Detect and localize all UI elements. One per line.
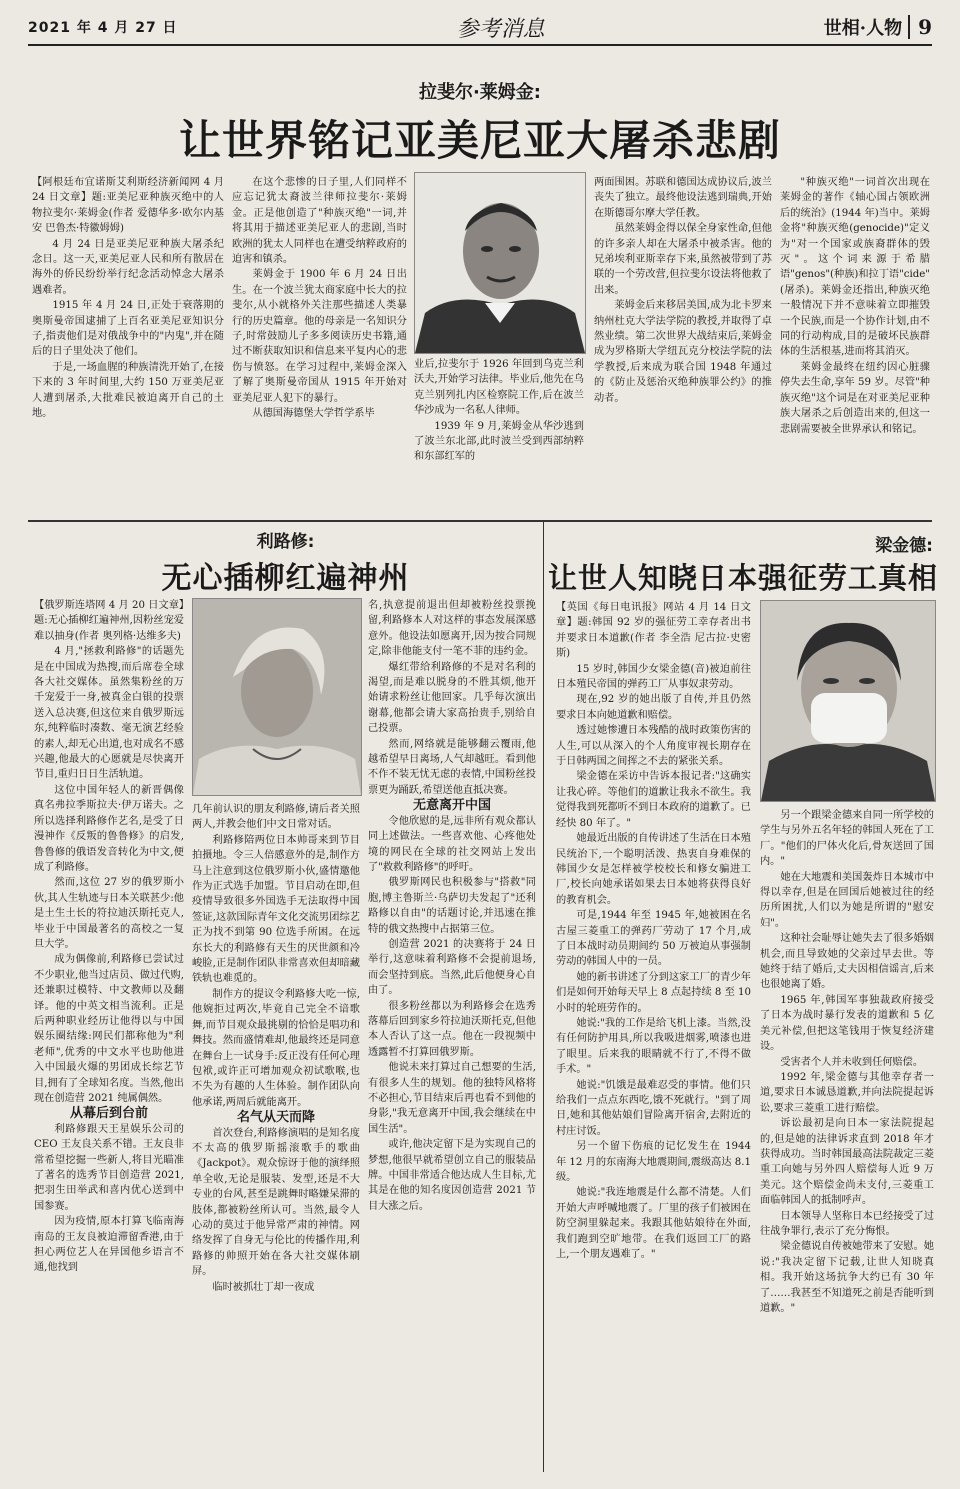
lead-kicker: 拉斐尔·莱姆金: bbox=[418, 82, 542, 103]
section-label-group bbox=[824, 14, 932, 40]
left-kicker: 利路修: bbox=[256, 532, 315, 552]
right-paragraph: 1992 年,梁金德与其他幸存者一道,要求日本诚恳道歉,并向法院提起诉讼,要求三菱重工进行赔偿。 bbox=[760, 1071, 934, 1114]
left-paragraph: 首次登台,利路修演唱的是知名度不太高的俄罗斯摇滚歌手的歌曲《Jackpot》。观众惊讶于他的演绎照单全收,无论是服装、发型,还是不大专业的台风,甚至是跳舞时略嫌呆滞的肢体,都被粉丝所认可。当然,最令人心动的莫过于他异常严肃的神情。网络发挥了自身无与伦比的传播作用,利路修的帅照开始在各大社交媒体刷屏。 bbox=[192, 1127, 360, 1278]
lead-column-2 bbox=[232, 175, 407, 515]
right-paragraph: 透过她惨遭日本残酷的战时政策伤害的人生,可以从深入的个人角度审视长期存在于日韩两国之间挥之不去的紧张关系。 bbox=[556, 725, 751, 768]
right-paragraph: 诉讼最初是向日本一家法院提起的,但是她的法律诉求直到 2018 年才获得成功。当时韩国最高法院裁定三菱重工向她与另外四人赔偿每人近 9 万美元。这个赔偿金尚未支付,三菱重工面临韩国人的抵制呼声。 bbox=[760, 1118, 934, 1207]
lead-column-4 bbox=[594, 175, 772, 515]
lead-paragraph: 1915 年 4 月 24 日,正处于衰落期的奥斯曼帝国逮捕了上百名亚美尼亚知识分子,指责他们是对俄战争中的"内鬼",并在随后的日子里处决了他们。 bbox=[32, 300, 224, 358]
left-paragraph: 成为偶像前,利路修已尝试过不少职业,他当过店员、做过代购,还兼职过模特、中文教师以及翻译。他的中英文相当流利。正是后两种职业经历让他得以与中国娱乐圈结缘:网民们都称他为"利老师",优秀的中文水平也助他进入中国最火爆的男团成长综艺节目,拥有了全球知名度。当然,他出现在创造营 2021 纯属偶然。 bbox=[34, 954, 184, 1104]
left-paragraph: 很多粉丝都以为利路修会在选秀落幕后回到家乡符拉迪沃斯托克,但他本人否认了这一点。他在一段视频中透露暂不打算回俄罗斯。 bbox=[368, 1000, 536, 1058]
right-paragraph: 她最近出版的自传讲述了生活在日本殖民统治下,一个聪明活泼、热衷自身难保的韩国少女是怎样被学校校长和修女骗进工厂,校长向她承诺如果去日本她将获得良好的教育机会。 bbox=[556, 833, 751, 906]
lilu-xiu-image bbox=[193, 599, 361, 795]
right-column-2 bbox=[760, 808, 934, 1480]
lilu-xiu-photo bbox=[192, 598, 362, 796]
lead-paragraph: 1939 年 9 月,莱姆金从华沙逃到了波兰东北部,此时波兰受到西部纳粹和东部红军的 bbox=[414, 420, 584, 463]
right-headline: 让世人知晓日本强征劳工真相 bbox=[548, 561, 939, 595]
left-paragraph: 爆红带给利路修的不是对名利的渴望,而是难以脱身的不胜其烦,他开始请求粉丝让他回家。几乎每次演出谢幕,他都会请大家高抬贵手,别给自己投票。 bbox=[368, 661, 536, 735]
lead-paragraph: 莱姆金于 1900 年 6 月 24 日出生。在一个波兰犹太商家庭中长大的拉斐尔,从小就格外关注那些描述人类暴行的历史篇章。他的母亲是一名知识分子,时常鼓励儿子多多阅读历史书籍,通过不断获取知识和信息来平复内心的悲伤与愤怒。在学习过程中,莱姆金深入了解了奥斯曼帝国从 1915 年开始对亚美尼亚人犯下的暴行。 bbox=[232, 269, 407, 404]
lead-paragraph: 于是,一场血腥的种族清洗开始了,在接下来的 3 年时间里,大约 150 万亚美尼亚人遭到屠杀,大批难民被迫离开自己的土地。 bbox=[32, 361, 224, 420]
lead-dateline: 【阿根廷布宜诺斯艾利斯经济新闻网 4 月 24 日文章】题:亚美尼亚种族灭绝中的人物拉斐尔·莱姆金(作者 爱德华多·欧尔内基安 巴鲁杰·特徽姆姆) bbox=[32, 177, 224, 235]
right-paragraph: 另一个跟梁金德来自同一所学校的学生与另外五名年轻的韩国人死在了工厂。"他们的尸体火化后,骨灰送回了国内。" bbox=[760, 810, 934, 868]
masthead-logo: 参考消息 bbox=[456, 16, 545, 42]
right-paragraph: 另一个留下伤痕的记忆发生在 1944 年 12 月的东南海大地震期间,震级高达 8.1 级。 bbox=[556, 1141, 751, 1184]
lead-column-3 bbox=[414, 357, 584, 515]
lead-column-5 bbox=[780, 175, 930, 515]
lead-paragraph: 两面围困。苏联和德国达成协议后,波兰丧失了独立。最终他设法逃到瑞典,开始在斯德哥尔摩大学任教。 bbox=[594, 177, 772, 219]
left-paragraph: 制作方的提议令利路修大吃一惊,他婉拒过两次,毕竟自己完全不谙歌舞,而节目观众最挑剔的恰恰是唱功和舞技。然而盛情难却,他最终还是同意在舞台上一试身手:反正没有任何心理包袱,或许正可增加观众初试歌喉,也不失为有趣的人生体验。制作团队向他承诺,两周后就能离开。 bbox=[192, 988, 360, 1108]
lead-column-1 bbox=[32, 175, 224, 515]
left-dateline: 【俄罗斯连塔网 4 月 20 日文章】题:无心插柳红遍神州,因粉丝宠爱难以抽身(作者 奥列格·达维多夫) bbox=[34, 600, 184, 642]
lemkin-portrait-image bbox=[415, 173, 585, 353]
left-paragraph: 临时被抓壮丁却一夜成 bbox=[212, 1281, 315, 1293]
right-paragraph: 梁金德在采访中告诉本报记者:"这确实让我心碎。等他们的道歉让我永不欲生。我觉得我到死都听不到日本政府的道歉了。已经快 80 年了。" bbox=[556, 771, 751, 829]
left-paragraph: 这位中国年轻人的新晋偶像真名弗拉季斯拉夫·伊万诺夫。之所以选择利路修作艺名,是受了日漫神作《反叛的鲁鲁修》的启发,鲁鲁修的俄语发音转化为中文,便成了利路修。 bbox=[34, 784, 184, 873]
yang-geum-deok-photo bbox=[760, 600, 936, 802]
lead-paragraph: 莱姆金最终在纽约因心脏骤停失去生命,享年 59 岁。尽管"种族灭绝"这个词是在对亚美尼亚种族大屠杀之后创造出来的,但这一悲剧需要被全世界承认和铭记。 bbox=[780, 361, 930, 435]
left-paragraph: 因为疫情,原本打算飞临南海南岛的王友良被迫滞留香港,由于担心两位艺人在异国他乡语言不通,他找到 bbox=[34, 1216, 184, 1274]
left-subheading-3: 无意离开中国 bbox=[412, 798, 491, 814]
section-divider bbox=[28, 520, 932, 522]
right-paragraph: 她在大地震和美国轰炸日本城市中得以幸存,但是在回国后她被过往的经历所困扰,人们以为她是所谓的"慰安妇"。 bbox=[760, 871, 934, 929]
lead-paragraph: 从德国海德堡大学哲学系毕 bbox=[252, 408, 375, 420]
yang-geum-deok-image bbox=[761, 601, 935, 801]
page-header bbox=[28, 10, 932, 46]
right-kicker: 梁金德: bbox=[875, 536, 933, 556]
left-column-2 bbox=[192, 802, 360, 1482]
right-paragraph: 受害者个人并未收到任何赔偿。 bbox=[780, 1056, 924, 1068]
right-paragraph: 日本领导人坚称日本已经接受了过往战争罪行,表示了充分悔恨。 bbox=[760, 1210, 934, 1237]
right-paragraph: 15 岁时,韩国少女梁金德(音)被迫前往日本殖民帝国的弹药工厂从事奴隶劳动。 bbox=[556, 663, 751, 691]
left-subheading-1: 从幕后到台前 bbox=[69, 1106, 148, 1122]
lead-paragraph: 在这个悲惨的日子里,人们同样不应忘记犹太裔波兰律师拉斐尔·莱姆金。正是他创造了"种族灭绝"一词,并将其用于描述亚美尼亚人的悲剧,当时欧洲的犹太人同样也在遭受纳粹政府的迫害和镇杀。 bbox=[232, 177, 407, 266]
right-paragraph: 这种社会耻辱让她失去了很多婚姻机会,而且导致她的父亲过早去世。等她终于结了婚后,丈夫因相信谣言,后来也很她离了婚。 bbox=[760, 933, 934, 991]
right-paragraph: 梁金德说自传被她带来了安慰。她说:"我决定留下记载,让世人知晓真相。我开始这场抗争大约已有 30 年了……我甚至不知道死之前是否能听到道歉。" bbox=[760, 1241, 934, 1314]
right-paragraph: 1965 年,韩国军事独裁政府接受了日本为战时暴行发表的道歉和 5 亿美元补偿,但把这笔钱用于恢复经济建设。 bbox=[760, 994, 934, 1053]
right-paragraph: 她的新书讲述了分到这家工厂的青少年们是如何开始每天早上 8 点起持续 8 至 10 小时的轮班劳作的。 bbox=[556, 971, 751, 1014]
right-paragraph: 她说:"我的工作是给飞机上漆。当然,没有任何防护用具,所以我吸进烟雾,喷漆也进了眼里。后来我的眼睛就不行了,不得不做手术。" bbox=[556, 1017, 751, 1076]
left-paragraph: 他说未来打算过自己想要的生活,有很多人生的规划。他的独特风格将不必担心,节目结束后再也看不到他的身影,"我无意离开中国,我会继续在中国生活"。 bbox=[368, 1062, 536, 1135]
left-paragraph: 名,执意提前退出但却被粉丝投票挽留,利路修本人对这样的事态发展深感意外。他设法如愿离开,因为按合同规定,除非他能支付一笔不菲的违约金。 bbox=[368, 600, 536, 658]
left-paragraph: 利路修陪两位日本帅哥来到节目拍摄地。令三人倍感意外的是,制作方马上注意到这位俄罗斯小伙,盛情邀他作为正式选手加盟。节目启动在即,但疫情导致很多外国选手无法取得中国签证,这款国际青年文化交流男团综艺正为找不到第 90 位选手所困。在远东长大的利路修有天生的厌世颜和冷峻脸,正是制作团队非常喜欢但却暗藏铁轨也难觅的。 bbox=[192, 834, 360, 985]
lead-headline: 让世界铭记亚美尼亚大屠杀悲剧 bbox=[178, 116, 781, 165]
column-divider bbox=[543, 522, 544, 1472]
right-column-1 bbox=[556, 600, 751, 1480]
right-dateline: 【英国《每日电讯报》网站 4 月 14 日文章】题:韩国 92 岁的强征劳工幸存者出书并要求日本道歉(作者 李全浩 尼古拉·史密斯) bbox=[556, 602, 751, 660]
issue-date: 2021 年 4 月 27 日 bbox=[28, 20, 178, 36]
left-paragraph: 令他欣慰的是,远非所有观众都认同上述做法。一些喜欢他、心疼他处境的网民在全球的社交网站上发出了"救救利路修"的呼吁。 bbox=[368, 815, 536, 873]
left-paragraph: 创造营 2021 的决赛将于 24 日举行,这意味着利路修不会提前退场,而会坚持到底。当然,此后他便身心自由了。 bbox=[368, 938, 536, 997]
left-subheading-2: 名气从天而降 bbox=[236, 1110, 315, 1126]
left-paragraph: 几年前认识的朋友利路修,请后者关照两人,并教会他们中文日常对话。 bbox=[192, 804, 360, 831]
section-name: 世相·人物 bbox=[823, 18, 903, 39]
lead-paragraph: "种族灭绝"一词首次出现在莱姆金的著作《轴心国占领欧洲后的统治》(1944 年)当中。莱姆金将"种族灭绝(genocide)"定义为"对一个国家或族裔群体的毁灭"。这个词来源于希腊语"genos"(种族)和拉丁语"cide"(屠杀)。莱姆金还指出,种族灭绝一般情况下并不意味着立即摧毁一个民族,而是一个协作计划,由不同的行动构成,目的是破坏民族群体的生活根基,进而将其消灭。 bbox=[780, 177, 930, 358]
lead-paragraph: 4 月 24 日是亚美尼亚种族大屠杀纪念日。这一天,亚美尼亚人民和所有散居在海外的侨民纷纷举行纪念活动悼念大屠杀遇难者。 bbox=[32, 238, 224, 296]
right-paragraph: 现在,92 岁的她出版了自传,并且仍然要求日本向她道歉和赔偿。 bbox=[556, 694, 751, 721]
lead-paragraph: 虽然莱姆金得以保全身家性命,但他的许多亲人却在大屠杀中被杀害。他的兄弟埃利亚斯幸存下来,虽然被带到了苏联的一个劳改营,但拉斐尔设法将他救了出来。 bbox=[594, 223, 772, 296]
lead-paragraph: 业后,拉斐尔于 1926 年回到乌克兰利沃夫,开始学习法律。毕业后,他先在乌克兰别列扎内区检察院工作,后在波兰华沙成为一名私人律师。 bbox=[414, 359, 584, 417]
left-paragraph: 俄罗斯网民也积极参与"搭救"同胞,博主鲁斯兰·乌萨切夫发起了"还利路修以自由"的话题讨论,并迅速在推特的俄文热搜中占据第三位。 bbox=[368, 877, 536, 935]
left-paragraph: 利路修跟天王星娱乐公司的 CEO 王友良关系不错。王友良非常希望挖掘一些新人,将目光瞄准了著名的选秀节目创造营 2021,把羽生田举武和喜内优心送到中国参赛。 bbox=[34, 1123, 184, 1212]
right-paragraph: 可是,1944 年至 1945 年,她被困在名古屋三菱重工的弹药厂劳动了 17 个月,成了日本战时动员期间约 50 万被迫从事强制劳动的韩国人中的一员。 bbox=[556, 910, 751, 968]
right-paragraph: 她说:"我连地震是什么都不清楚。人们开始大声呼喊地震了。厂里的孩子们被困在防空洞里躲起来。我跟其他姑娘待在外面,我们跑到空旷地带。在我们返回工厂的路上,一个朋友遇难了。" bbox=[556, 1187, 751, 1261]
left-headline: 无心插柳红遍神州 bbox=[161, 561, 410, 596]
left-paragraph: 4 月,"拯救利路修"的话题先是在中国成为热搜,而后席卷全球各大社交媒体。虽然集粉丝的万千宠爱于一身,被真金白银的投票送入总决赛,但这位来自俄罗斯远东,纯粹临时凑数、毫无演艺经验的素人,却无心出道,也对成名不感兴趣,他最大的心愿就是尽快离开节目,重归日日生活轨道。 bbox=[34, 646, 184, 781]
left-paragraph: 然而,这位 27 岁的俄罗斯小伙,其人生轨迹与日本关联甚少:他是土生土长的符拉迪沃斯托克人,毕业于中国最著名的高校之一复旦大学。 bbox=[34, 877, 184, 950]
left-column-1 bbox=[34, 598, 184, 1478]
left-column-3 bbox=[368, 598, 536, 1478]
left-paragraph: 然而,网络就是能够翻云覆雨,他越希望早日离场,人气却越旺。看到他不作不装无忧无虑的表情,中国粉丝投票更为踊跃,希望送他直抵决赛。 bbox=[368, 738, 536, 796]
lemkin-portrait-photo bbox=[414, 172, 586, 354]
page-number: 9 bbox=[908, 15, 932, 39]
lead-paragraph: 莱姆金后来移居美国,成为北卡罗来纳州杜克大学法学院的教授,并取得了卓然业绩。第二次世界大战结束后,莱姆金成为罗格斯大学纽瓦克分校法学院的法学教授,后来成为联合国 1948 年通过的《防止及惩治灭绝种族罪公约》的推动者。 bbox=[594, 300, 772, 404]
left-paragraph: 或许,他决定留下是为实现自己的梦想,他很早就希望创立自己的服装品牌。中国非常适合他达成人生目标,尤其是在他的知名度因创造营 2021 节目大涨之后。 bbox=[368, 1139, 536, 1212]
right-paragraph: 她说:"饥饿是最难忍受的事情。他们只给我们一点点东西吃,饿不死就行。"到了周日,她和其他姑娘们冒险离开宿舍,去附近的村庄讨饭。 bbox=[556, 1079, 751, 1137]
